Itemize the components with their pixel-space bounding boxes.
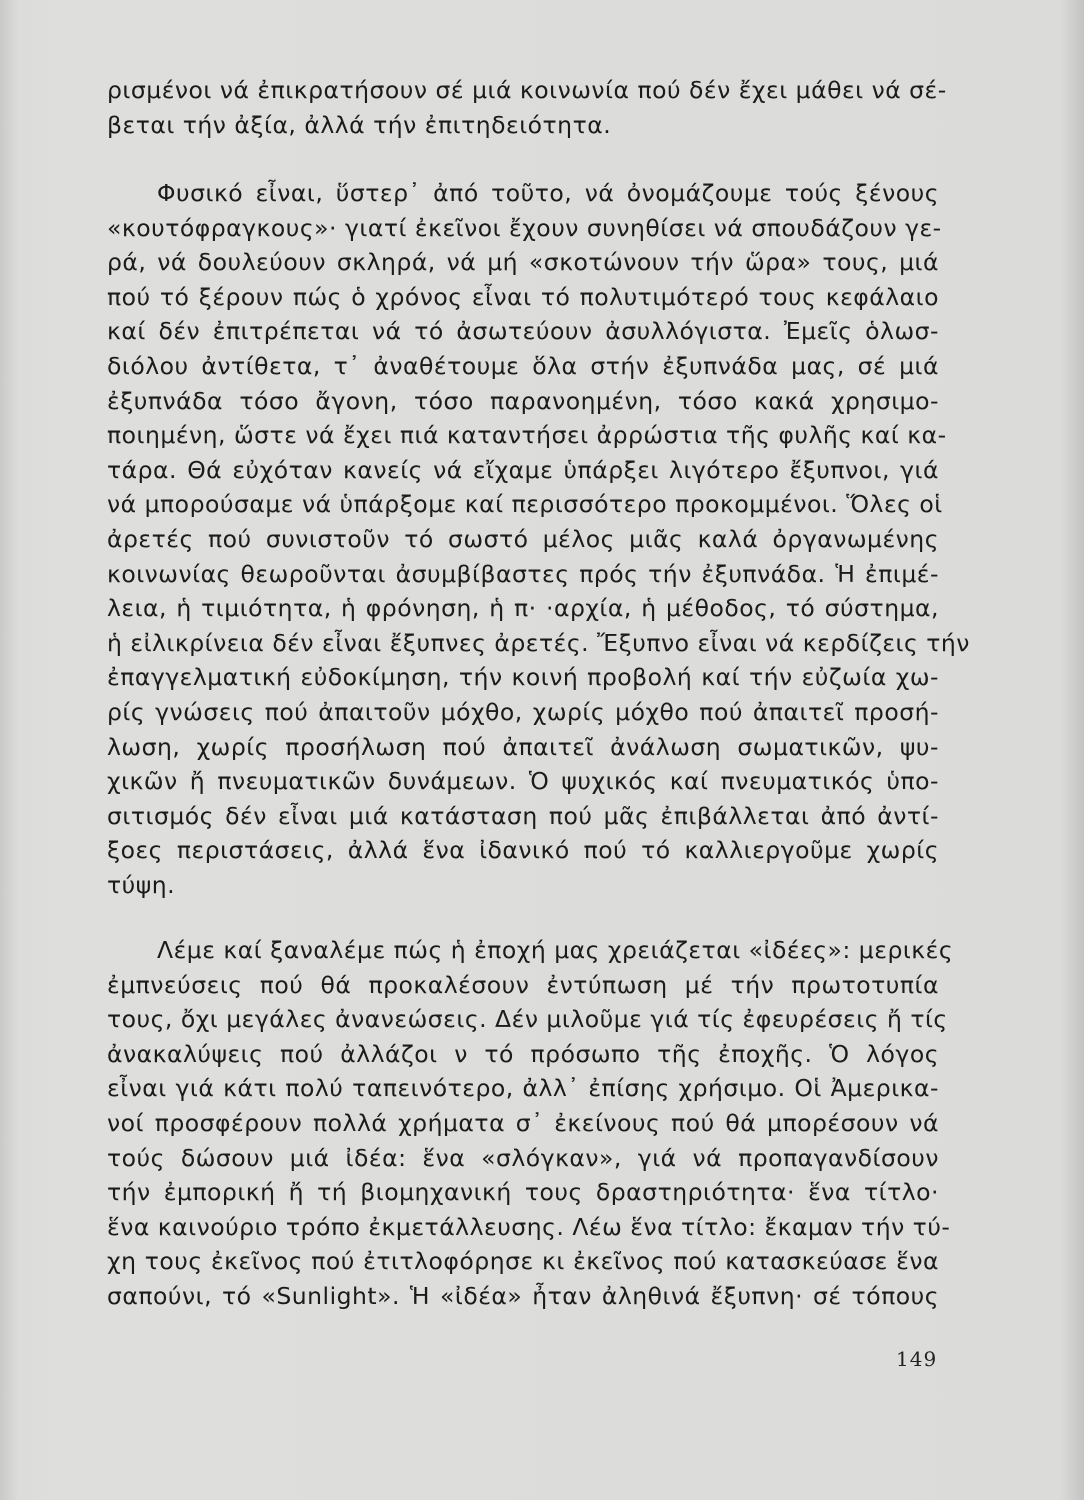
text-line: ρίς γνώσεις πού ἀπαιτοῦν μόχθο, χωρίς μόχθο πού ἀπαιτεῖ προσή-	[107, 697, 939, 726]
text-line: σιτισμός δέν εἶναι μιά κατάσταση πού μᾶς ἐπιβάλλεται ἀπό ἀντί-	[107, 801, 939, 830]
text-line: εἶναι γιά κάτι πολύ ταπεινότερο, ἀλλ᾽ ἐπίσης χρήσιμο. Οἱ Ἀμερικα-	[107, 1074, 939, 1103]
text-line: λωση, χωρίς προσήλωση πού ἀπαιτεῖ ἀνάλωση σωματικῶν, ψυ-	[107, 732, 939, 761]
text-line: διόλου ἀντίθετα, τ᾽ ἀναθέτουμε ὅλα στήν ἐξυπνάδα μας, σέ μιά	[107, 351, 939, 380]
text-line: πού τό ξέρουν πώς ὁ χρόνος εἶναι τό πολυτιμότερό τους κεφάλαιο	[107, 282, 939, 311]
text-line: τύψη.	[107, 870, 176, 899]
text-line: νά μπορούσαμε νά ὑπάρξομε καί περισσότερο προκομμένοι. Ὅλες οἱ	[107, 490, 943, 519]
text-line: καί δέν ἐπιτρέπεται νά τό ἀσωτεύουν ἀσυλλόγιστα. Ἐμεῖς ὁλωσ-	[107, 317, 939, 346]
text-line: ξοες περιστάσεις, ἀλλά ἕνα ἰδανικό πού τό καλλιεργοῦμε χωρίς	[107, 836, 939, 865]
text-line: χη τους ἐκεῖνος πού ἐτιτλοφόρησε κι ἐκεῖνος πού κατασκεύασε ἕνα	[107, 1247, 939, 1276]
text-line: νοί προσφέρουν πολλά χρήματα σ᾽ ἐκείνους πού θά μπορέσουν νά	[107, 1108, 939, 1137]
text-line: ἐμπνεύσεις πού θά προκαλέσουν ἐντύπωση μέ τήν πρωτοτυπία	[107, 970, 939, 999]
text-line: Λέμε καί ξαναλέμε πώς ἡ ἐποχή μας χρειάζεται «ἰδέες»: μερικές	[157, 936, 954, 964]
text-line: Φυσικό εἶναι, ὕστερ᾽ ἀπό τοῦτο, νά ὀνομάζουμε τούς ξένους	[157, 179, 939, 207]
text-line: λεια, ἡ τιμιότητα, ἡ φρόνηση, ἡ π· ·αρχία, ἡ μέθοδος, τό σύστημα,	[107, 594, 939, 623]
text-line: ἐπαγγελματική εὐδοκίμηση, τήν κοινή προβολή καί τήν εὐζωία χω-	[107, 663, 939, 692]
text-line: ρά, νά δουλεύουν σκληρά, νά μή «σκοτώνουν τήν ὥρα» τους, μιά	[107, 248, 939, 277]
text-line: ἡ εἰλικρίνεια δέν εἶναι ἔξυπνες ἀρετές. Ἔξυπνο εἶναι νά κερδίζεις τήν	[107, 628, 970, 657]
text-line: σαπούνι, τό «Sunlight». Ἡ «ἰδέα» ἦταν ἀληθινά ἔξυπνη· σέ τόπους	[107, 1281, 939, 1310]
text-line: τους, ὄχι μεγάλες ἀνανεώσεις. Δέν μιλοῦμε γιά τίς ἐφευρέσεις ἤ τίς	[107, 1005, 948, 1034]
text-line: κοινωνίας θεωροῦνται ἀσυμβίβαστες πρός τήν ἐξυπνάδα. Ἡ ἐπιμέ-	[107, 559, 939, 588]
text-line: «κουτόφραγκους»· γιατί ἐκεῖνοι ἔχουν συνηθίσει νά σπουδάζουν γε-	[107, 213, 942, 242]
text-line: ἀνακαλύψεις πού ἀλλάζοι ν τό πρόσωπο τῆς ἐποχῆς. Ὁ λόγος	[107, 1039, 939, 1068]
text-line: βεται τήν ἀξία, ἀλλά τήν ἐπιτηδειότητα.	[107, 110, 612, 139]
text-line: ἐξυπνάδα τόσο ἄγονη, τόσο παρανοημένη, τόσο κακά χρησιμο-	[107, 386, 939, 415]
text-line: χικῶν ἤ πνευματικῶν δυνάμεων. Ὁ ψυχικός καί πνευματικός ὑπο-	[107, 767, 939, 796]
text-line: ποιημένη, ὥστε νά ἔχει πιά καταντήσει ἀρρώστια τῆς φυλῆς καί κα-	[107, 421, 947, 450]
text-line: τήν ἐμπορική ἤ τή βιομηχανική τους δραστηριότητα· ἕνα τίτλο·	[107, 1178, 939, 1207]
text-line: ρισμένοι νά ἐπικρατήσουν σέ μιά κοινωνία πού δέν ἔχει μάθει νά σέ-	[107, 76, 947, 104]
paragraph-1	[107, 73, 947, 142]
text-line: τούς δώσουν μιά ἰδέα: ἕνα «σλόγκαν», γιά νά προπαγανδίσουν	[107, 1143, 939, 1172]
text-line: τάρα. Θά εὐχόταν κανείς νά εἴχαμε ὑπάρξει λιγότερο ἔξυπνοι, γιά	[107, 455, 939, 484]
paragraph-2	[107, 176, 970, 902]
paragraph-3	[107, 933, 954, 1314]
text-line: ἀρετές πού συνιστοῦν τό σωστό μέλος μιᾶς καλά ὀργανωμένης	[107, 524, 939, 553]
page-number: 149	[896, 1347, 938, 1371]
text-line: ἕνα καινούριο τρόπο ἐκμετάλλευσης. Λέω ἕνα τίτλο: ἔκαμαν τήν τύ-	[107, 1212, 951, 1241]
